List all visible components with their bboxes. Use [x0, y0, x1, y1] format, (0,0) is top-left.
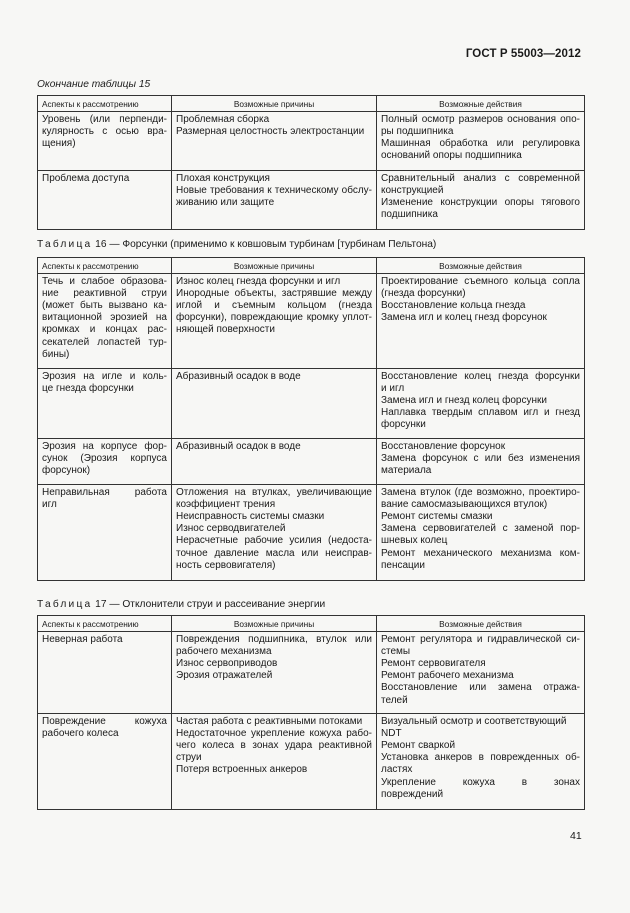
header-causes: Возможные причины: [172, 616, 377, 632]
cell-line: Проблема доступа: [42, 173, 130, 185]
cell-aspect: [38, 714, 172, 810]
header-actions: Возможные действия: [377, 616, 585, 632]
table-row: [38, 369, 585, 439]
cell-line: Эрозия на корпусе фор-: [42, 441, 167, 453]
cell-line: стемы: [381, 646, 411, 658]
header-causes: Возможные причины: [172, 258, 377, 274]
cell-line: игл: [42, 499, 57, 511]
cell-line: витационной эрозией на: [42, 312, 167, 324]
cell-aspect: [38, 274, 172, 369]
cell-actions: [377, 369, 585, 439]
cell-line: Установка анкеров в поврежденных об-: [381, 752, 580, 764]
cell-line: Ремонт регулятора и гидравлической си-: [381, 634, 580, 646]
cell-line: Инородные объекты, застрявшие между: [176, 288, 372, 300]
header-aspects: Аспекты к рассмотрению: [38, 616, 172, 632]
cell-line: (гнезда форсунки): [381, 288, 466, 300]
cell-causes: [172, 369, 377, 439]
cell-line: Ремонт сваркой: [381, 740, 456, 752]
cell-line: Плохая конструкция: [176, 173, 270, 185]
table-row: [38, 714, 585, 810]
header-actions: Возможные действия: [377, 96, 585, 112]
cell-line: Замена игл и колец гнезд форсунок: [381, 312, 547, 324]
cell-line: кулярность с осью вра-: [42, 126, 167, 138]
table-row: [38, 274, 585, 369]
cell-line: бины): [42, 348, 70, 360]
cell-line: Проектирование съемного кольца сопла: [381, 276, 580, 288]
cell-line: Износ сервоприводов: [176, 658, 278, 670]
cell-line: форсунок): [42, 465, 91, 477]
cell-line: форсунки), повреждающие кромку уплот-: [176, 312, 372, 324]
table-header-row: [38, 258, 585, 274]
cell-line: щения): [42, 138, 76, 150]
table-body: [38, 632, 585, 810]
cell-line: кромках и концах рас-: [42, 324, 167, 336]
cell-line: Наплавка твердым сплавом игл и гнезд: [381, 407, 580, 419]
cell-line: Течь и слабое образова-: [42, 276, 167, 288]
cell-aspect: [38, 171, 172, 230]
cell-line: Износ колец гнезда форсунки и игл: [176, 276, 341, 288]
cell-line: рабочего колеса: [42, 728, 119, 740]
cell-line: повреждений: [381, 788, 444, 800]
cell-line: Ремонт механического механизма ком-: [381, 547, 580, 559]
cell-line: Размерная целостность электростанции: [176, 126, 365, 138]
cell-line: Восстановление или замена отража-: [381, 682, 580, 694]
caption-text: 17 — Отклонители струи и рассеивание энергии: [92, 599, 326, 610]
cell-line: Неправильная работа: [42, 487, 167, 499]
document-code: ГОСТ Р 55003—2012: [465, 48, 581, 60]
cell-line: Ремонт системы смазки: [381, 511, 493, 523]
table-row: [38, 439, 585, 485]
cell-causes: [172, 439, 377, 485]
caption-label: Таблица: [37, 599, 93, 610]
cell-actions: [377, 485, 585, 581]
cell-line: NDT: [381, 728, 402, 740]
table-17: [37, 615, 585, 810]
header-causes: Возможные причины: [172, 96, 377, 112]
cell-line: Эрозия на игле и коль-: [42, 371, 167, 383]
cell-line: няющей поверхности: [176, 324, 275, 336]
header-actions: Возможные действия: [377, 258, 585, 274]
cell-line: секателей лопастей тур-: [42, 336, 167, 348]
table-15-caption: Окончание таблицы 15: [37, 79, 151, 90]
table-row: [38, 632, 585, 714]
table-body: [38, 274, 585, 581]
cell-line: коэффициент трения: [176, 499, 276, 511]
cell-aspect: [38, 112, 172, 171]
cell-line: и игл: [381, 383, 405, 395]
cell-line: Новые требования к техническому обслу-: [176, 185, 372, 197]
cell-aspect: [38, 485, 172, 581]
cell-line: телей: [381, 694, 408, 706]
cell-line: ность сервовигателя): [176, 559, 276, 571]
table-body: [38, 112, 585, 230]
cell-causes: [172, 714, 377, 810]
cell-line: ние реактивной струи: [42, 288, 167, 300]
cell-line: иглой и съемным кольцом (гнезда: [176, 300, 372, 312]
caption-label: Таблица: [37, 239, 93, 250]
cell-causes: [172, 171, 377, 230]
header-aspects: Аспекты к рассмотрению: [38, 258, 172, 274]
cell-line: Уровень (или перпенди-: [42, 114, 167, 126]
table-row: [38, 112, 585, 171]
cell-line: вание самосмазывающихся втулок): [381, 499, 548, 511]
cell-line: Машинная обработка или регулировка: [381, 138, 580, 150]
cell-line: Износ серводвигателей: [176, 523, 286, 535]
cell-line: Сравнительный анализ с современной: [381, 173, 580, 185]
cell-actions: [377, 274, 585, 369]
cell-line: чего колеса в зонах удара реактивной: [176, 740, 372, 752]
cell-line: Неисправность системы смазки: [176, 511, 325, 523]
table-header-row: [38, 96, 585, 112]
cell-line: Замена игл и гнезд колец форсунки: [381, 395, 547, 407]
cell-line: Замена сервовигателей с заменой пор-: [381, 523, 580, 535]
cell-line: конструкцией: [381, 185, 444, 197]
cell-aspect: [38, 632, 172, 714]
cell-line: Проблемная сборка: [176, 114, 270, 126]
cell-line: Абразивный осадок в воде: [176, 441, 301, 453]
table-header-row: [38, 616, 585, 632]
cell-line: Визуальный осмотр и соответствующий: [381, 716, 567, 728]
cell-line: Отложения на втулках, увеличивающие: [176, 487, 372, 499]
cell-line: ластях: [381, 764, 413, 776]
cell-line: живанию или защите: [176, 197, 275, 209]
cell-line: Повреждение кожуха: [42, 716, 167, 728]
cell-line: Неверная работа: [42, 634, 123, 646]
cell-actions: [377, 439, 585, 485]
cell-line: Восстановление форсунок: [381, 441, 506, 453]
cell-causes: [172, 632, 377, 714]
cell-actions: [377, 112, 585, 171]
cell-line: Ремонт рабочего механизма: [381, 670, 514, 682]
cell-line: Нерасчетные рабочие усилия (недоста-: [176, 535, 372, 547]
cell-causes: [172, 485, 377, 581]
cell-line: оснований опоры подшипника: [381, 150, 522, 162]
cell-line: Абразивный осадок в воде: [176, 371, 301, 383]
cell-line: Недостаточное укрепление кожуха рабо-: [176, 728, 372, 740]
cell-line: (может быть вызвано ка-: [42, 300, 167, 312]
header-aspects: Аспекты к рассмотрению: [38, 96, 172, 112]
cell-line: Ремонт сервовигателя: [381, 658, 486, 670]
cell-line: Полный осмотр размеров основания опо-: [381, 114, 580, 126]
cell-line: Эрозия отражателей: [176, 670, 273, 682]
cell-line: Укрепление кожуха в зонах: [381, 776, 580, 788]
cell-actions: [377, 632, 585, 714]
cell-line: Частая работа с реактивными потоками: [176, 716, 363, 728]
cell-aspect: [38, 439, 172, 485]
cell-line: материала: [381, 465, 432, 477]
cell-aspect: [38, 369, 172, 439]
table-16: [37, 257, 585, 581]
cell-line: Потеря встроенных анкеров: [176, 764, 308, 776]
cell-causes: [172, 112, 377, 171]
caption-text: 16 — Форсунки (применимо к ковшовым турбинам [турбинам Пельтона): [92, 239, 437, 250]
cell-line: Восстановление кольца гнезда: [381, 300, 526, 312]
page-number: 41: [570, 830, 582, 842]
cell-line: форсунки: [381, 419, 426, 431]
cell-line: Замена форсунок с или без изменения: [381, 453, 580, 465]
cell-line: струи: [176, 752, 202, 764]
cell-actions: [377, 714, 585, 810]
cell-line: пенсации: [381, 559, 425, 571]
cell-line: сунок (Эрозия корпуса: [42, 453, 167, 465]
cell-actions: [377, 171, 585, 230]
table-17-caption: [37, 599, 325, 611]
cell-line: подшипника: [381, 209, 438, 221]
cell-line: точное давление масла или неисправ-: [176, 547, 372, 559]
cell-line: Изменение конструкции опоры тягового: [381, 197, 580, 209]
table-row: [38, 485, 585, 581]
cell-line: ры подшипника: [381, 126, 454, 138]
table-15: [37, 95, 585, 230]
cell-line: Повреждения подшипника, втулок или: [176, 634, 372, 646]
cell-line: рабочего механизма: [176, 646, 272, 658]
table-16-caption: [37, 239, 436, 251]
cell-causes: [172, 274, 377, 369]
cell-line: Восстановление колец гнезда форсунки: [381, 371, 580, 383]
table-row: [38, 171, 585, 230]
cell-line: це гнезда форсунки: [42, 383, 134, 395]
cell-line: шневых колец: [381, 535, 448, 547]
cell-line: Замена втулок (где возможно, проектиро-: [381, 487, 580, 499]
